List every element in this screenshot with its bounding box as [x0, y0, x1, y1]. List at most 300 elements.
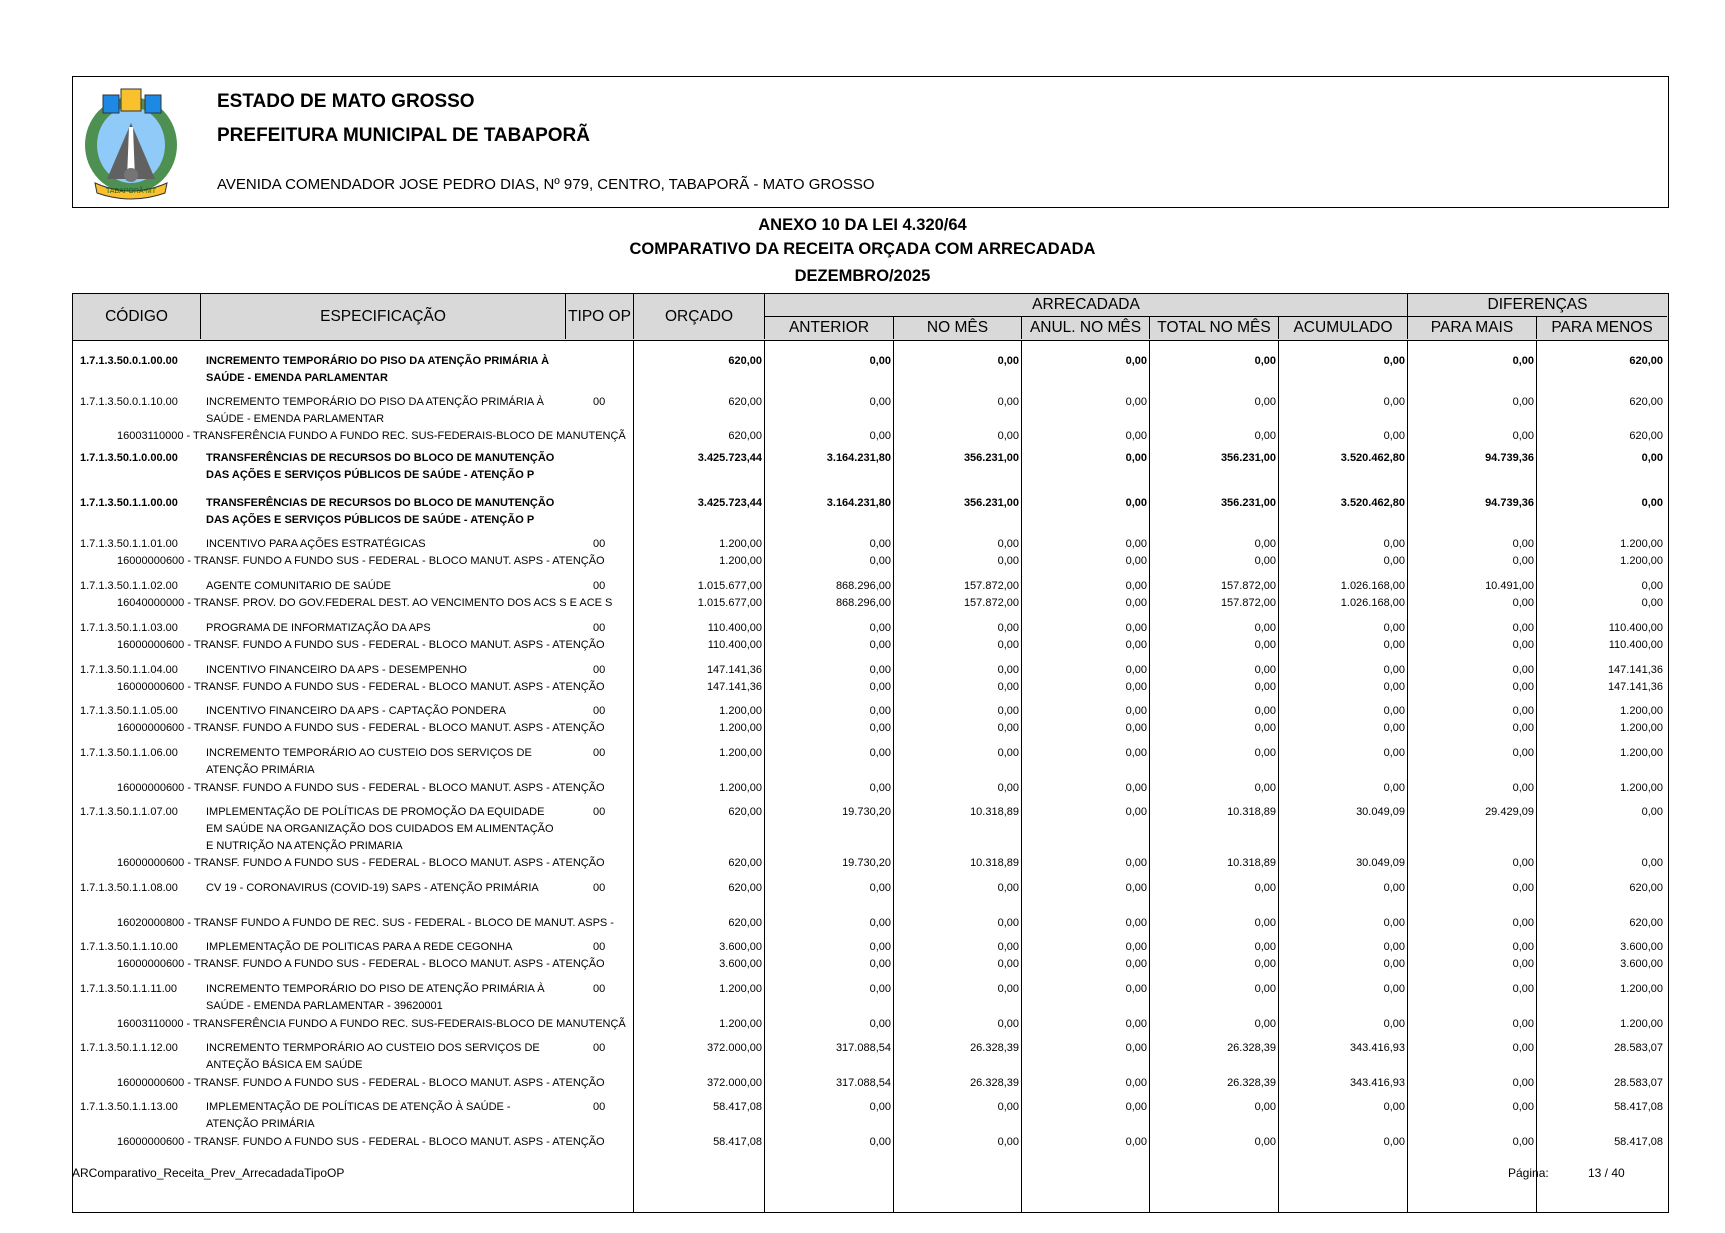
- col-diferencas: DIFERENÇAS: [1487, 296, 1588, 313]
- value-orcado: 1.200,00: [719, 1018, 762, 1030]
- value-acumulado: 0,00: [1383, 958, 1405, 970]
- tipo-op-value: 00: [593, 1101, 606, 1113]
- page-label: Página:: [1508, 1166, 1549, 1180]
- source-description: 16000000600 - TRANSF. FUNDO A FUNDO SUS - FEDERAL - BLOCO MANUT. ASPS - ATENÇÃO: [117, 782, 605, 794]
- source-description: 16003110000 - TRANSFERÊNCIA FUNDO A FUNDO REC. SUS-FEDERAIS-BLOCO DE MANUTENÇÃ: [117, 1018, 626, 1030]
- account-code: 1.7.1.3.50.1.1.06.00: [80, 747, 178, 759]
- report-title-2: COMPARATIVO DA RECEITA ORÇADA COM ARRECADADA: [629, 240, 1096, 258]
- col-total-no-mes: TOTAL NO MÊS: [1150, 316, 1279, 339]
- value-anterior: 0,00: [869, 430, 891, 442]
- value-total-no-mes: 0,00: [1254, 396, 1276, 408]
- col-anterior: ANTERIOR: [765, 316, 894, 339]
- value-para-menos: 3.600,00: [1620, 958, 1663, 970]
- value-total-no-mes: 0,00: [1254, 782, 1276, 794]
- value-total-no-mes: 0,00: [1254, 882, 1276, 894]
- value-para-mais: 0,00: [1512, 1018, 1534, 1030]
- value-no-mes: 26.328,39: [970, 1077, 1019, 1089]
- value-orcado: 1.200,00: [719, 983, 762, 995]
- value-no-mes: 356.231,00: [963, 452, 1019, 464]
- value-orcado: 620,00: [728, 355, 762, 367]
- value-orcado: 147.141,36: [706, 681, 762, 693]
- value-orcado: 3.425.723,44: [697, 452, 762, 464]
- value-anterior: 0,00: [869, 722, 891, 734]
- account-description: INCREMENTO TEMPORÁRIO DO PISO DA ATENÇÃO PRIMÁRIA À SAÚDE - EMENDA PARLAMENTAR: [206, 355, 550, 384]
- value-acumulado: 0,00: [1383, 555, 1405, 567]
- value-acumulado: 30.049,09: [1356, 857, 1405, 869]
- value-para-mais: 0,00: [1512, 958, 1534, 970]
- value-anul-no-mes: 0,00: [1125, 355, 1147, 367]
- value-anul-no-mes: 0,00: [1125, 747, 1147, 759]
- value-para-mais: 0,00: [1512, 782, 1534, 794]
- value-anterior: 868.296,00: [835, 580, 891, 592]
- value-para-menos: 620,00: [1629, 882, 1663, 894]
- value-anterior: 0,00: [869, 958, 891, 970]
- value-acumulado: 0,00: [1383, 941, 1405, 953]
- tipo-op-value: 00: [593, 806, 606, 818]
- col-especificacao: ESPECIFICAÇÃO: [201, 294, 566, 339]
- value-no-mes: 0,00: [997, 430, 1019, 442]
- source-description: 16000000600 - TRANSF. FUNDO A FUNDO SUS - FEDERAL - BLOCO MANUT. ASPS - ATENÇÃO: [117, 958, 605, 970]
- value-anterior: 0,00: [869, 1136, 891, 1148]
- account-code: 1.7.1.3.50.1.1.05.00: [80, 705, 178, 717]
- value-anul-no-mes: 0,00: [1125, 497, 1147, 509]
- value-para-menos: 0,00: [1641, 452, 1663, 464]
- value-total-no-mes: 157.872,00: [1220, 580, 1276, 592]
- value-orcado: 372.000,00: [706, 1042, 762, 1054]
- account-description: IMPLEMENTAÇÃO DE POLITICAS PARA A REDE CEGONHA: [206, 941, 513, 953]
- value-no-mes: 157.872,00: [963, 580, 1019, 592]
- value-para-menos: 1.200,00: [1620, 722, 1663, 734]
- value-anterior: 0,00: [869, 782, 891, 794]
- value-total-no-mes: 26.328,39: [1227, 1077, 1276, 1089]
- value-anul-no-mes: 0,00: [1125, 705, 1147, 717]
- value-para-menos: 620,00: [1629, 917, 1663, 929]
- account-code: 1.7.1.3.50.1.1.03.00: [80, 622, 178, 634]
- value-para-mais: 0,00: [1512, 1101, 1534, 1113]
- value-anul-no-mes: 0,00: [1125, 580, 1147, 592]
- value-orcado: 1.015.677,00: [697, 580, 762, 592]
- account-code: 1.7.1.3.50.1.1.11.00: [80, 983, 178, 995]
- account-description: IMPLEMENTAÇÃO DE POLÍTICAS DE ATENÇÃO À SAÚDE - ATENÇÃO PRIMÁRIA: [206, 1101, 511, 1130]
- value-no-mes: 0,00: [997, 622, 1019, 634]
- value-anul-no-mes: 0,00: [1125, 806, 1147, 818]
- value-total-no-mes: 0,00: [1254, 722, 1276, 734]
- page-number: 13 / 40: [1588, 1166, 1625, 1180]
- value-no-mes: 0,00: [997, 1018, 1019, 1030]
- value-acumulado: 0,00: [1383, 722, 1405, 734]
- value-para-menos: 1.200,00: [1620, 983, 1663, 995]
- report-header: [72, 76, 1669, 208]
- account-code: 1.7.1.3.50.1.1.04.00: [80, 664, 178, 676]
- value-para-menos: 28.583,07: [1614, 1077, 1663, 1089]
- value-orcado: 1.200,00: [719, 782, 762, 794]
- value-no-mes: 0,00: [997, 681, 1019, 693]
- value-para-mais: 0,00: [1512, 538, 1534, 550]
- col-para-menos: PARA MENOS: [1537, 316, 1667, 339]
- value-anul-no-mes: 0,00: [1125, 782, 1147, 794]
- municipal-crest-icon: [77, 83, 185, 203]
- source-description: 16000000600 - TRANSF. FUNDO A FUNDO SUS - FEDERAL - BLOCO MANUT. ASPS - ATENÇÃO: [117, 857, 605, 869]
- value-orcado: 620,00: [728, 857, 762, 869]
- value-no-mes: 0,00: [997, 983, 1019, 995]
- value-no-mes: 0,00: [997, 538, 1019, 550]
- revenue-table: [72, 293, 1669, 1213]
- value-orcado: 1.200,00: [719, 538, 762, 550]
- value-total-no-mes: 0,00: [1254, 958, 1276, 970]
- account-description: PROGRAMA DE INFORMATIZAÇÃO DA APS: [206, 622, 431, 634]
- value-acumulado: 343.416,93: [1349, 1042, 1405, 1054]
- value-para-menos: 1.200,00: [1620, 747, 1663, 759]
- value-acumulado: 0,00: [1383, 664, 1405, 676]
- value-no-mes: 10.318,89: [970, 806, 1019, 818]
- value-anul-no-mes: 0,00: [1125, 983, 1147, 995]
- value-orcado: 58.417,08: [713, 1101, 762, 1113]
- value-para-menos: 1.200,00: [1620, 1018, 1663, 1030]
- value-acumulado: 0,00: [1383, 917, 1405, 929]
- col-codigo: CÓDIGO: [73, 294, 201, 339]
- value-para-mais: 0,00: [1512, 917, 1534, 929]
- value-orcado: 3.425.723,44: [697, 497, 762, 509]
- value-total-no-mes: 0,00: [1254, 747, 1276, 759]
- value-anterior: 0,00: [869, 664, 891, 676]
- report-title-1: ANEXO 10 DA LEI 4.320/64: [758, 216, 967, 234]
- account-code: 1.7.1.3.50.1.1.08.00: [80, 882, 178, 894]
- account-code: 1.7.1.3.50.0.1.10.00: [80, 396, 178, 408]
- value-para-menos: 0,00: [1641, 597, 1663, 609]
- value-orcado: 620,00: [728, 806, 762, 818]
- value-acumulado: 0,00: [1383, 396, 1405, 408]
- value-acumulado: 3.520.462,80: [1340, 497, 1405, 509]
- value-no-mes: 0,00: [997, 782, 1019, 794]
- value-para-menos: 0,00: [1641, 580, 1663, 592]
- value-total-no-mes: 0,00: [1254, 664, 1276, 676]
- tipo-op-value: 00: [593, 983, 606, 995]
- value-no-mes: 0,00: [997, 882, 1019, 894]
- source-description: 16000000600 - TRANSF. FUNDO A FUNDO SUS - FEDERAL - BLOCO MANUT. ASPS - ATENÇÃO: [117, 722, 605, 734]
- value-anul-no-mes: 0,00: [1125, 857, 1147, 869]
- value-orcado: 3.600,00: [719, 941, 762, 953]
- tipo-op-value: 00: [593, 396, 606, 408]
- value-anul-no-mes: 0,00: [1125, 597, 1147, 609]
- account-description: INCENTIVO FINANCEIRO DA APS - DESEMPENHO: [206, 664, 467, 676]
- account-description: TRANSFERÊNCIAS DE RECURSOS DO BLOCO DE MANUTENÇÃO DAS AÇÕES E SERVIÇOS PÚBLICOS DE SAÚDE - ATENÇÃO P: [206, 497, 555, 526]
- value-anul-no-mes: 0,00: [1125, 555, 1147, 567]
- state-name: ESTADO DE MATO GROSSO: [217, 91, 475, 112]
- col-arrecadada: ARRECADADA: [765, 294, 1408, 316]
- value-anterior: 0,00: [869, 681, 891, 693]
- value-anterior: 0,00: [869, 1101, 891, 1113]
- value-total-no-mes: 10.318,89: [1227, 806, 1276, 818]
- value-para-mais: 0,00: [1512, 396, 1534, 408]
- value-acumulado: 0,00: [1383, 983, 1405, 995]
- value-no-mes: 10.318,89: [970, 857, 1019, 869]
- value-para-menos: 58.417,08: [1614, 1101, 1663, 1113]
- value-total-no-mes: 0,00: [1254, 1136, 1276, 1148]
- value-orcado: 1.200,00: [719, 555, 762, 567]
- value-no-mes: 0,00: [997, 917, 1019, 929]
- value-anul-no-mes: 0,00: [1125, 1136, 1147, 1148]
- value-anul-no-mes: 0,00: [1125, 1042, 1147, 1054]
- value-para-menos: 1.200,00: [1620, 555, 1663, 567]
- value-para-menos: 0,00: [1641, 497, 1663, 509]
- value-para-mais: 94.739,36: [1485, 497, 1534, 509]
- account-description: INCREMENTO TEMPORÁRIO DO PISO DA ATENÇÃO PRIMÁRIA À SAÚDE - EMENDA PARLAMENTAR: [206, 396, 545, 425]
- value-anterior: 19.730,20: [842, 806, 891, 818]
- value-acumulado: 0,00: [1383, 355, 1405, 367]
- account-description: INCENTIVO FINANCEIRO DA APS - CAPTAÇÃO PONDERA: [206, 705, 506, 717]
- value-orcado: 1.200,00: [719, 705, 762, 717]
- value-anterior: 317.088,54: [835, 1042, 891, 1054]
- value-para-menos: 620,00: [1629, 396, 1663, 408]
- value-orcado: 620,00: [728, 430, 762, 442]
- value-orcado: 147.141,36: [706, 664, 762, 676]
- value-anterior: 0,00: [869, 705, 891, 717]
- account-code: 1.7.1.3.50.1.0.00.00: [80, 452, 178, 464]
- value-para-menos: 0,00: [1641, 857, 1663, 869]
- value-para-menos: 1.200,00: [1620, 782, 1663, 794]
- value-anul-no-mes: 0,00: [1125, 882, 1147, 894]
- value-anterior: 19.730,20: [842, 857, 891, 869]
- value-total-no-mes: 0,00: [1254, 538, 1276, 550]
- value-anterior: 0,00: [869, 941, 891, 953]
- value-orcado: 110.400,00: [707, 639, 762, 651]
- value-total-no-mes: 0,00: [1254, 622, 1276, 634]
- value-para-menos: 110.400,00: [1608, 622, 1663, 634]
- account-code: 1.7.1.3.50.1.1.02.00: [80, 580, 178, 592]
- value-no-mes: 356.231,00: [963, 497, 1019, 509]
- value-para-menos: 1.200,00: [1620, 538, 1663, 550]
- value-acumulado: 0,00: [1383, 681, 1405, 693]
- value-acumulado: 343.416,93: [1349, 1077, 1405, 1089]
- value-no-mes: 0,00: [997, 722, 1019, 734]
- tipo-op-value: 00: [593, 1042, 606, 1054]
- account-description: INCREMENTO TERMPORÁRIO AO CUSTEIO DOS SERVIÇOS DE ANTEÇÃO BÁSICA EM SAÚDE: [206, 1042, 540, 1071]
- source-description: 16000000600 - TRANSF. FUNDO A FUNDO SUS - FEDERAL - BLOCO MANUT. ASPS - ATENÇÃO: [117, 681, 605, 693]
- value-para-mais: 0,00: [1512, 747, 1534, 759]
- value-anul-no-mes: 0,00: [1125, 917, 1147, 929]
- svg-text:TABAPORÃ-MT: TABAPORÃ-MT: [105, 188, 157, 195]
- account-code: 1.7.1.3.50.1.1.07.00: [80, 806, 178, 818]
- value-no-mes: 0,00: [997, 1101, 1019, 1113]
- value-para-menos: 28.583,07: [1614, 1042, 1663, 1054]
- value-anterior: 0,00: [869, 917, 891, 929]
- source-description: 16000000600 - TRANSF. FUNDO A FUNDO SUS - FEDERAL - BLOCO MANUT. ASPS - ATENÇÃO: [117, 1136, 605, 1148]
- table-body: [72, 341, 1669, 1213]
- col-acumulado: ACUMULADO: [1279, 316, 1408, 339]
- value-para-mais: 0,00: [1512, 983, 1534, 995]
- value-anterior: 0,00: [869, 882, 891, 894]
- value-para-mais: 0,00: [1512, 355, 1534, 367]
- value-anterior: 868.296,00: [835, 597, 891, 609]
- value-total-no-mes: 0,00: [1254, 355, 1276, 367]
- value-anul-no-mes: 0,00: [1125, 941, 1147, 953]
- value-acumulado: 0,00: [1383, 882, 1405, 894]
- source-description: 16000000600 - TRANSF. FUNDO A FUNDO SUS - FEDERAL - BLOCO MANUT. ASPS - ATENÇÃO: [117, 639, 605, 651]
- report-name: ARComparativo_Receita_Prev_ArrecadadaTipoOP: [72, 1166, 345, 1180]
- value-acumulado: 0,00: [1383, 538, 1405, 550]
- tipo-op-value: 00: [593, 622, 606, 634]
- value-no-mes: 0,00: [997, 941, 1019, 953]
- value-acumulado: 1.026.168,00: [1340, 597, 1405, 609]
- tipo-op-value: 00: [593, 664, 606, 676]
- value-orcado: 620,00: [728, 882, 762, 894]
- account-description: TRANSFERÊNCIAS DE RECURSOS DO BLOCO DE MANUTENÇÃO DAS AÇÕES E SERVIÇOS PÚBLICOS DE SAÚDE - ATENÇÃO P: [206, 452, 555, 481]
- value-orcado: 372.000,00: [706, 1077, 762, 1089]
- value-para-menos: 147.141,36: [1607, 664, 1663, 676]
- value-no-mes: 0,00: [997, 664, 1019, 676]
- value-anterior: 0,00: [869, 1018, 891, 1030]
- value-para-mais: 0,00: [1512, 705, 1534, 717]
- value-total-no-mes: 10.318,89: [1227, 857, 1276, 869]
- value-acumulado: 0,00: [1383, 782, 1405, 794]
- city-hall-name: PREFEITURA MUNICIPAL DE TABAPORÃ: [217, 125, 590, 146]
- value-para-mais: 0,00: [1512, 1136, 1534, 1148]
- value-no-mes: 0,00: [997, 555, 1019, 567]
- value-total-no-mes: 26.328,39: [1227, 1042, 1276, 1054]
- tipo-op-value: 00: [593, 747, 606, 759]
- value-anterior: 0,00: [869, 555, 891, 567]
- value-para-mais: 0,00: [1512, 622, 1534, 634]
- value-anul-no-mes: 0,00: [1125, 430, 1147, 442]
- value-acumulado: 1.026.168,00: [1340, 580, 1405, 592]
- value-anterior: 3.164.231,80: [826, 497, 891, 509]
- report-title-3: DEZEMBRO/2025: [794, 267, 931, 285]
- value-orcado: 3.600,00: [719, 958, 762, 970]
- value-orcado: 1.200,00: [719, 722, 762, 734]
- value-para-mais: 0,00: [1512, 597, 1534, 609]
- value-total-no-mes: 0,00: [1254, 1018, 1276, 1030]
- value-para-menos: 0,00: [1641, 806, 1663, 818]
- value-total-no-mes: 157.872,00: [1220, 597, 1276, 609]
- value-para-mais: 0,00: [1512, 430, 1534, 442]
- value-acumulado: 3.520.462,80: [1340, 452, 1405, 464]
- value-para-mais: 29.429,09: [1485, 806, 1534, 818]
- account-description: INCENTIVO PARA AÇÕES ESTRATÉGICAS: [206, 538, 426, 550]
- account-description: AGENTE COMUNITARIO DE SAÚDE: [206, 580, 391, 592]
- value-para-mais: 0,00: [1512, 1042, 1534, 1054]
- value-para-menos: 1.200,00: [1620, 705, 1663, 717]
- value-para-mais: 0,00: [1512, 555, 1534, 567]
- account-code: 1.7.1.3.50.1.1.13.00: [80, 1101, 178, 1113]
- col-orcado: ORÇADO: [634, 294, 765, 339]
- value-anul-no-mes: 0,00: [1125, 622, 1147, 634]
- address: AVENIDA COMENDADOR JOSE PEDRO DIAS, Nº 979, CENTRO, TABAPORÃ - MATO GROSSO: [217, 176, 875, 193]
- value-para-mais: 0,00: [1512, 681, 1534, 693]
- value-acumulado: 0,00: [1383, 639, 1405, 651]
- value-anterior: 0,00: [869, 983, 891, 995]
- tipo-op-value: 00: [593, 580, 606, 592]
- value-anul-no-mes: 0,00: [1125, 396, 1147, 408]
- col-para-mais: PARA MAIS: [1408, 316, 1537, 339]
- value-anul-no-mes: 0,00: [1125, 538, 1147, 550]
- table-header: [72, 293, 1669, 341]
- value-anterior: 0,00: [869, 396, 891, 408]
- value-para-menos: 620,00: [1629, 430, 1663, 442]
- value-para-menos: 110.400,00: [1608, 639, 1663, 651]
- tipo-op-value: 00: [593, 705, 606, 717]
- value-anterior: 3.164.231,80: [826, 452, 891, 464]
- value-total-no-mes: 356.231,00: [1220, 497, 1276, 509]
- value-orcado: 620,00: [728, 917, 762, 929]
- value-acumulado: 0,00: [1383, 1101, 1405, 1113]
- tipo-op-value: 00: [593, 882, 606, 894]
- value-anul-no-mes: 0,00: [1125, 664, 1147, 676]
- value-para-mais: 10.491,00: [1485, 580, 1534, 592]
- value-no-mes: 157.872,00: [963, 597, 1019, 609]
- value-para-menos: 58.417,08: [1614, 1136, 1663, 1148]
- value-total-no-mes: 0,00: [1254, 681, 1276, 693]
- value-acumulado: 0,00: [1383, 1018, 1405, 1030]
- account-code: 1.7.1.3.50.1.1.10.00: [80, 941, 178, 953]
- source-description: 16020000800 - TRANSF FUNDO A FUNDO DE REC. SUS - FEDERAL - BLOCO DE MANUT. ASPS -: [117, 917, 614, 929]
- value-acumulado: 30.049,09: [1356, 806, 1405, 818]
- value-acumulado: 0,00: [1383, 705, 1405, 717]
- value-orcado: 1.015.677,00: [697, 597, 762, 609]
- account-description: IMPLEMENTAÇÃO DE POLÍTICAS DE PROMOÇÃO DA EQUIDADE EM SAÚDE NA ORGANIZAÇÃO DOS CUIDADOS EM ALIMENTAÇÃO E NUTRIÇÃO NA ATENÇÃO PRIMARIA: [206, 806, 554, 852]
- value-no-mes: 0,00: [997, 639, 1019, 651]
- value-total-no-mes: 0,00: [1254, 430, 1276, 442]
- value-no-mes: 0,00: [997, 958, 1019, 970]
- value-para-menos: 620,00: [1629, 355, 1663, 367]
- value-no-mes: 0,00: [997, 396, 1019, 408]
- value-total-no-mes: 0,00: [1254, 1101, 1276, 1113]
- value-anul-no-mes: 0,00: [1125, 958, 1147, 970]
- col-anul-no-mes: ANUL. NO MÊS: [1022, 316, 1150, 339]
- value-anul-no-mes: 0,00: [1125, 1018, 1147, 1030]
- account-description: CV 19 - CORONAVIRUS (COVID-19) SAPS - ATENÇÃO PRIMÁRIA: [206, 882, 539, 894]
- value-acumulado: 0,00: [1383, 622, 1405, 634]
- value-para-mais: 0,00: [1512, 941, 1534, 953]
- value-acumulado: 0,00: [1383, 747, 1405, 759]
- value-anterior: 0,00: [869, 747, 891, 759]
- value-no-mes: 26.328,39: [970, 1042, 1019, 1054]
- col-tipo-op: TIPO OP: [566, 294, 634, 339]
- value-para-mais: 0,00: [1512, 664, 1534, 676]
- value-anul-no-mes: 0,00: [1125, 681, 1147, 693]
- value-para-menos: 147.141,36: [1607, 681, 1663, 693]
- value-anterior: 0,00: [869, 639, 891, 651]
- value-no-mes: 0,00: [997, 355, 1019, 367]
- value-anterior: 0,00: [869, 538, 891, 550]
- value-anul-no-mes: 0,00: [1125, 722, 1147, 734]
- value-total-no-mes: 0,00: [1254, 941, 1276, 953]
- account-description: INCREMENTO TEMPORÁRIO AO CUSTEIO DOS SERVIÇOS DE ATENÇÃO PRIMÁRIA: [206, 747, 532, 776]
- source-description: 16003110000 - TRANSFERÊNCIA FUNDO A FUNDO REC. SUS-FEDERAIS-BLOCO DE MANUTENÇÃ: [117, 430, 626, 442]
- tipo-op-value: 00: [593, 941, 606, 953]
- source-description: 16040000000 - TRANSF. PROV. DO GOV.FEDERAL DEST. AO VENCIMENTO DOS ACS S E ACE S: [117, 597, 613, 609]
- value-total-no-mes: 0,00: [1254, 555, 1276, 567]
- source-description: 16000000600 - TRANSF. FUNDO A FUNDO SUS - FEDERAL - BLOCO MANUT. ASPS - ATENÇÃO: [117, 1077, 605, 1089]
- value-total-no-mes: 0,00: [1254, 917, 1276, 929]
- value-no-mes: 0,00: [997, 747, 1019, 759]
- value-orcado: 58.417,08: [713, 1136, 762, 1148]
- value-anterior: 0,00: [869, 622, 891, 634]
- value-acumulado: 0,00: [1383, 1136, 1405, 1148]
- account-code: 1.7.1.3.50.1.1.01.00: [80, 538, 178, 550]
- value-para-mais: 0,00: [1512, 1077, 1534, 1089]
- value-para-mais: 0,00: [1512, 857, 1534, 869]
- value-orcado: 620,00: [728, 396, 762, 408]
- value-orcado: 1.200,00: [719, 747, 762, 759]
- value-anul-no-mes: 0,00: [1125, 1101, 1147, 1113]
- value-para-mais: 0,00: [1512, 722, 1534, 734]
- account-code: 1.7.1.3.50.0.1.00.00: [80, 355, 178, 367]
- value-anul-no-mes: 0,00: [1125, 1077, 1147, 1089]
- value-para-mais: 0,00: [1512, 639, 1534, 651]
- value-para-mais: 94.739,36: [1485, 452, 1534, 464]
- col-no-mes: NO MÊS: [894, 316, 1022, 339]
- value-acumulado: 0,00: [1383, 430, 1405, 442]
